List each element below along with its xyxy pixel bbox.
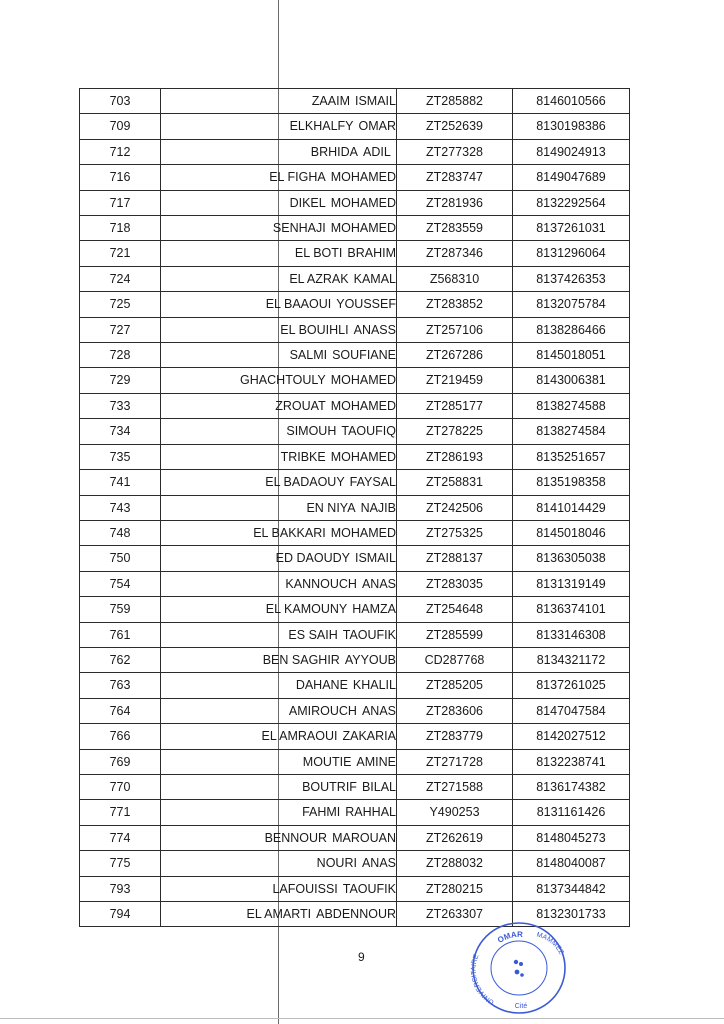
registration-number: 8137426353 <box>513 266 630 291</box>
id-card-number: ZT287346 <box>397 241 513 266</box>
id-card-number: ZT283779 <box>397 724 513 749</box>
first-name: ISMAIL <box>355 94 396 108</box>
full-name-cell <box>161 190 397 215</box>
table-row <box>80 698 630 723</box>
registration-number: 8132301733 <box>513 902 630 927</box>
last-name: FAHMI <box>302 805 341 820</box>
first-name: KHALIL <box>352 678 396 693</box>
row-number: 761 <box>80 622 161 647</box>
table-row <box>80 597 630 622</box>
full-name-cell <box>161 317 397 342</box>
id-card-number: ZT263307 <box>397 902 513 927</box>
first-name: ADIL <box>363 144 391 159</box>
full-name-cell <box>161 393 397 418</box>
row-number: 743 <box>80 495 161 520</box>
last-name: BRHIDA <box>310 144 358 159</box>
first-name: ABDENNOUR <box>316 907 396 921</box>
last-name: DAHANE <box>295 678 348 693</box>
registration-number: 8132292564 <box>513 190 630 215</box>
id-card-number: ZT277328 <box>397 139 513 164</box>
registration-number: 8138286466 <box>513 317 630 342</box>
page-number: 9 <box>358 950 365 964</box>
table-row <box>80 190 630 215</box>
first-name: ISMAIL <box>355 551 396 566</box>
registration-number: 8134321172 <box>513 647 630 672</box>
last-name: LAFOUISSI <box>272 881 338 896</box>
first-name: KAMAL <box>353 271 396 286</box>
full-name-cell <box>161 698 397 723</box>
last-name: DIKEL <box>289 195 326 210</box>
full-name-cell <box>161 520 397 545</box>
table-row <box>80 876 630 901</box>
last-name: SIMOUH <box>286 424 337 439</box>
registration-number: 8136305038 <box>513 546 630 571</box>
first-name: MOHAMED <box>330 170 396 185</box>
registration-number: 8138274584 <box>513 419 630 444</box>
id-card-number: ZT242506 <box>397 495 513 520</box>
id-card-number: ZT285599 <box>397 622 513 647</box>
full-name-cell <box>161 343 397 368</box>
row-number: 762 <box>80 647 161 672</box>
full-name-cell <box>161 774 397 799</box>
table-row <box>80 139 630 164</box>
registration-number: 8148045273 <box>513 825 630 850</box>
row-number: 764 <box>80 698 161 723</box>
first-name: RAHHAL <box>345 805 396 820</box>
last-name: EL KAMOUNY <box>265 602 348 617</box>
registration-number: 8130198386 <box>513 114 630 139</box>
table-row <box>80 470 630 495</box>
registration-number: 8132075784 <box>513 292 630 317</box>
row-number: 733 <box>80 393 161 418</box>
row-number: 766 <box>80 724 161 749</box>
first-name: ANAS <box>361 576 396 591</box>
row-number: 709 <box>80 114 161 139</box>
full-name-cell <box>161 241 397 266</box>
last-name: SENHAJI <box>272 221 326 236</box>
registration-number: 8137261031 <box>513 216 630 241</box>
last-name: ZROUAT <box>275 398 326 413</box>
id-card-number: ZT275325 <box>397 520 513 545</box>
table-row <box>80 622 630 647</box>
registration-number: 8149024913 <box>513 139 630 164</box>
full-name-cell <box>161 597 397 622</box>
seal-inner-ring <box>491 941 547 995</box>
full-name-cell <box>161 444 397 469</box>
registration-number: 8138274588 <box>513 393 630 418</box>
last-name: ES SAIH <box>288 627 338 642</box>
last-name: EL AZRAK <box>289 271 349 286</box>
id-card-number: ZT283035 <box>397 571 513 596</box>
last-name: ELKHALFY <box>289 119 354 134</box>
table-row <box>80 165 630 190</box>
university-seal <box>466 918 572 1018</box>
table-row <box>80 495 630 520</box>
last-name: EL BAKKARI <box>253 525 326 540</box>
registration-number: 8133146308 <box>513 622 630 647</box>
first-name: OMAR <box>358 119 396 134</box>
table-row <box>80 571 630 596</box>
id-card-number: ZT283606 <box>397 698 513 723</box>
id-card-number: ZT252639 <box>397 114 513 139</box>
row-number: 734 <box>80 419 161 444</box>
registration-number: 8136174382 <box>513 774 630 799</box>
seal-text-left: UNIVERSITAIRE <box>470 953 496 1006</box>
first-name: BRAHIM <box>347 246 396 261</box>
last-name: EN NIYA <box>306 500 356 515</box>
first-name: MOHAMED <box>330 373 396 388</box>
full-name-cell <box>161 89 397 114</box>
last-name: EL BAAOUI <box>265 297 332 312</box>
row-number: 793 <box>80 876 161 901</box>
full-name-cell <box>161 419 397 444</box>
last-name: EL AMARTI <box>246 907 312 921</box>
first-name: MOHAMED <box>330 195 396 210</box>
table-row <box>80 292 630 317</box>
last-name: ZAAIM <box>311 94 350 108</box>
full-name-cell <box>161 571 397 596</box>
table-row <box>80 749 630 774</box>
id-card-number: ZT278225 <box>397 419 513 444</box>
registration-number: 8137261025 <box>513 673 630 698</box>
student-table <box>79 88 630 927</box>
first-name: ANASS <box>353 322 396 337</box>
row-number: 759 <box>80 597 161 622</box>
row-number: 725 <box>80 292 161 317</box>
registration-number: 8131319149 <box>513 571 630 596</box>
last-name: EL AMRAOUI <box>261 729 338 744</box>
last-name: ED DAOUDY <box>275 551 350 566</box>
full-name-cell <box>161 724 397 749</box>
first-name: TAOUFIK <box>342 881 396 896</box>
table-row <box>80 673 630 698</box>
registration-number: 8145018046 <box>513 520 630 545</box>
first-name: ANAS <box>361 856 396 871</box>
full-name-cell <box>161 825 397 850</box>
id-card-number: ZT285205 <box>397 673 513 698</box>
seal-text-top: OMAR <box>495 929 523 945</box>
first-name: TAOUFIK <box>342 627 396 642</box>
last-name: GHACHTOULY <box>240 373 326 388</box>
row-number: 770 <box>80 774 161 799</box>
row-number: 718 <box>80 216 161 241</box>
seal-text-bottom: Cité <box>514 1003 528 1010</box>
table-row <box>80 724 630 749</box>
first-name: AYYOUB <box>344 652 396 667</box>
id-card-number: ZT288137 <box>397 546 513 571</box>
registration-number: 8142027512 <box>513 724 630 749</box>
last-name: EL BADAOUY <box>265 475 345 490</box>
table-row <box>80 317 630 342</box>
full-name-cell <box>161 114 397 139</box>
full-name-cell <box>161 546 397 571</box>
table-row <box>80 546 630 571</box>
row-number: 741 <box>80 470 161 495</box>
full-name-cell <box>161 876 397 901</box>
registration-number: 8135251657 <box>513 444 630 469</box>
registration-number: 8132238741 <box>513 749 630 774</box>
id-card-number: ZT267286 <box>397 343 513 368</box>
registration-number: 8137344842 <box>513 876 630 901</box>
table-row <box>80 368 630 393</box>
last-name: SALMI <box>289 348 328 363</box>
full-name-cell <box>161 266 397 291</box>
last-name: MOUTIE <box>302 754 352 769</box>
last-name: EL FIGHA <box>269 170 326 185</box>
row-number: 775 <box>80 851 161 876</box>
first-name: BILAL <box>361 779 396 794</box>
table-row <box>80 520 630 545</box>
table-row <box>80 266 630 291</box>
registration-number: 8135198358 <box>513 470 630 495</box>
full-name-cell <box>161 622 397 647</box>
first-name: FAYSAL <box>349 475 396 490</box>
row-number: 729 <box>80 368 161 393</box>
full-name-cell <box>161 368 397 393</box>
registration-number: 8131161426 <box>513 800 630 825</box>
first-name: MOHAMED <box>330 398 396 413</box>
table-row <box>80 825 630 850</box>
row-number: 748 <box>80 520 161 545</box>
full-name-cell <box>161 139 397 164</box>
full-name-cell <box>161 165 397 190</box>
row-number: 763 <box>80 673 161 698</box>
last-name: TRIBKE <box>280 449 326 464</box>
id-card-number: ZT257106 <box>397 317 513 342</box>
id-card-number: ZT285882 <box>397 89 513 114</box>
registration-number: 8143006381 <box>513 368 630 393</box>
full-name-cell <box>161 470 397 495</box>
first-name: ANAS <box>361 703 396 718</box>
table-row <box>80 241 630 266</box>
row-number: 769 <box>80 749 161 774</box>
row-number: 703 <box>80 89 161 114</box>
first-name: TAOUFIQ <box>341 424 396 439</box>
first-name: HAMZA <box>352 602 396 617</box>
row-number: 727 <box>80 317 161 342</box>
id-card-number: Y490253 <box>397 800 513 825</box>
last-name: BOUTRIF <box>302 779 357 794</box>
full-name-cell <box>161 851 397 876</box>
first-name: NAJIB <box>360 500 396 515</box>
table-row <box>80 114 630 139</box>
id-card-number: Z568310 <box>397 266 513 291</box>
table-row <box>80 444 630 469</box>
full-name-cell <box>161 673 397 698</box>
id-card-number: ZT271588 <box>397 774 513 799</box>
registration-number: 8145018051 <box>513 343 630 368</box>
registration-number: 8147047584 <box>513 698 630 723</box>
id-card-number: ZT283559 <box>397 216 513 241</box>
first-name: ZAKARIA <box>342 729 396 744</box>
registration-number: 8149047689 <box>513 165 630 190</box>
row-number: 794 <box>80 902 161 927</box>
id-card-number: ZT219459 <box>397 368 513 393</box>
row-number: 728 <box>80 343 161 368</box>
registration-number: 8146010566 <box>513 89 630 114</box>
row-number: 771 <box>80 800 161 825</box>
last-name: NOURI <box>316 856 357 871</box>
first-name: MOHAMED <box>330 221 396 236</box>
id-card-number: ZT258831 <box>397 470 513 495</box>
row-number: 735 <box>80 444 161 469</box>
registration-number: 8131296064 <box>513 241 630 266</box>
first-name: YOUSSEF <box>336 297 396 312</box>
registration-number: 8141014429 <box>513 495 630 520</box>
table-row <box>80 774 630 799</box>
full-name-cell <box>161 216 397 241</box>
registration-number: 8136374101 <box>513 597 630 622</box>
page-bottom-edge <box>0 1018 724 1019</box>
id-card-number: ZT254648 <box>397 597 513 622</box>
id-card-number: ZT262619 <box>397 825 513 850</box>
table-row <box>80 393 630 418</box>
table-row <box>80 343 630 368</box>
full-name-cell <box>161 292 397 317</box>
full-name-cell <box>161 800 397 825</box>
seal-emblem <box>514 960 524 977</box>
row-number: 716 <box>80 165 161 190</box>
id-card-number: ZT281936 <box>397 190 513 215</box>
full-name-cell <box>161 902 397 927</box>
first-name: MOHAMED <box>330 449 396 464</box>
row-number: 717 <box>80 190 161 215</box>
id-card-number: ZT288032 <box>397 851 513 876</box>
full-name-cell <box>161 495 397 520</box>
id-card-number: ZT283852 <box>397 292 513 317</box>
id-card-number: ZT285177 <box>397 393 513 418</box>
table-row <box>80 851 630 876</box>
seal-text-right: MAMMEZ <box>535 931 565 956</box>
last-name: EL BOTI <box>294 246 343 261</box>
registration-number: 8148040087 <box>513 851 630 876</box>
row-number: 712 <box>80 139 161 164</box>
last-name: BENNOUR <box>264 830 328 845</box>
table-row <box>80 89 630 114</box>
first-name: MAROUAN <box>332 830 396 845</box>
last-name: EL BOUIHLI <box>280 322 349 337</box>
row-number: 721 <box>80 241 161 266</box>
id-card-number: CD287768 <box>397 647 513 672</box>
row-number: 754 <box>80 571 161 596</box>
table-row <box>80 216 630 241</box>
table-row <box>80 800 630 825</box>
row-number: 774 <box>80 825 161 850</box>
first-name: MOHAMED <box>330 525 396 540</box>
id-card-number: ZT271728 <box>397 749 513 774</box>
full-name-cell <box>161 749 397 774</box>
row-number: 724 <box>80 266 161 291</box>
table-row <box>80 647 630 672</box>
first-name: SOUFIANE <box>332 348 396 363</box>
row-number: 750 <box>80 546 161 571</box>
id-card-number: ZT280215 <box>397 876 513 901</box>
last-name: KANNOUCH <box>285 576 357 591</box>
last-name: AMIROUCH <box>288 703 357 718</box>
table-row <box>80 419 630 444</box>
id-card-number: ZT286193 <box>397 444 513 469</box>
id-card-number: ZT283747 <box>397 165 513 190</box>
first-name: AMINE <box>356 754 396 769</box>
full-name-cell <box>161 647 397 672</box>
last-name: BEN SAGHIR <box>262 652 340 667</box>
